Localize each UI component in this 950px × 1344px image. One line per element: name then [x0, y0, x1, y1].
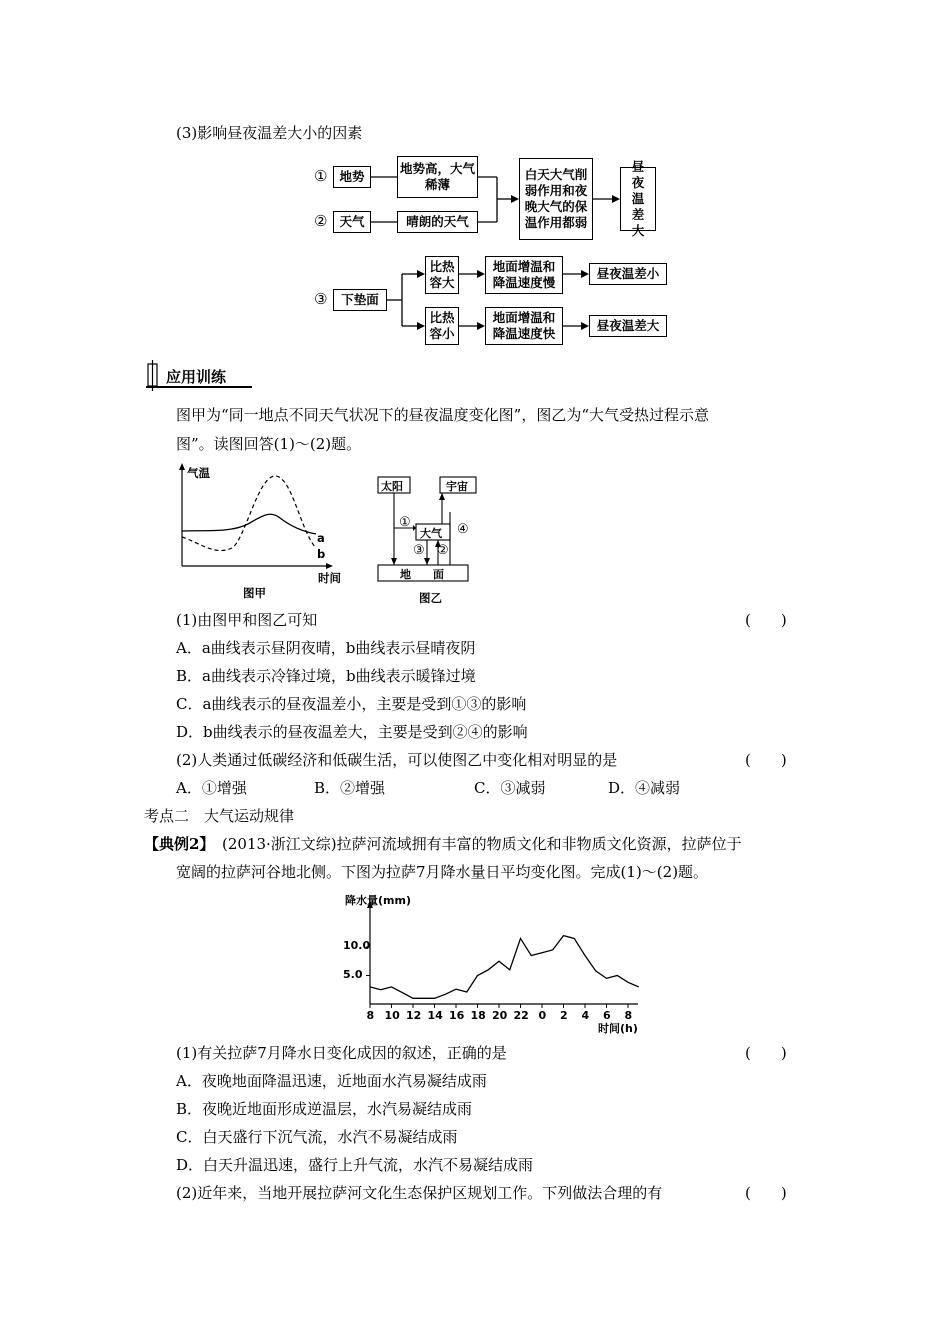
x-tick-label: 10	[384, 1009, 400, 1022]
x-tick-label: 0	[538, 1009, 547, 1022]
arrow-2-label: ②	[437, 543, 449, 558]
q1-option-b: B．a曲线表示冷锋过境，b曲线表示暖锋过境	[176, 667, 476, 685]
ex-q1-stem: (1)有关拉萨7月降水日变化成因的叙述，正确的是	[176, 1044, 507, 1062]
q1-option-d: D．b曲线表示的昼夜温差大，主要是受到②④的影响	[176, 723, 528, 741]
chart-ylabel: 降水量(mm)	[345, 894, 411, 907]
curve-a-label: a	[317, 531, 325, 545]
q1-answer-paren: ( )	[745, 611, 787, 629]
curve-b-label: b	[317, 547, 326, 561]
x-tick-label: 20	[492, 1009, 508, 1022]
q1-option-a: A．a曲线表示昼阴夜晴，b曲线表示昼晴夜阴	[176, 639, 476, 657]
x-tick-label: 22	[513, 1009, 529, 1022]
number-2: ②	[314, 212, 328, 230]
y-tick-label: 5.0	[343, 967, 363, 981]
underlying-surface-box: 下垫面	[333, 289, 387, 311]
atmosphere-label: 大气	[420, 527, 442, 540]
practice-title: 应用训练	[166, 368, 227, 386]
example-line-2: 宽阔的拉萨河谷地北侧。下图为拉萨7月降水量日平均变化图。完成(1)～(2)题。	[176, 863, 709, 881]
x-tick-label: 6	[603, 1009, 611, 1022]
q2-option-d: D．④减弱	[608, 779, 681, 797]
heat-capacity-large-box: 比热容大	[425, 256, 459, 294]
large-diff-box: 昼夜温差大	[620, 167, 656, 231]
x-tick-label: 14	[427, 1009, 443, 1022]
ex-q2-answer-paren: ( )	[745, 1184, 787, 1202]
x-tick-label: 4	[581, 1009, 590, 1022]
ex-q1-option-d: D．白天升温迅速，盛行上升气流，水汽不易凝结成雨	[176, 1156, 534, 1174]
terrain-desc-box: 地势高，大气稀薄	[397, 156, 478, 198]
ex-q1-option-a: A．夜晚地面降温迅速，近地面水汽易凝结成雨	[176, 1072, 487, 1090]
sun-label: 太阳	[381, 480, 403, 493]
q1-stem: (1)由图甲和图乙可知	[176, 611, 318, 629]
space-label: 宇宙	[446, 480, 468, 493]
q2-option-b: B．②增强	[314, 779, 386, 797]
fig-a-xlabel: 时间	[318, 571, 341, 585]
fig-a-ylabel: 气温	[187, 466, 210, 480]
x-tick-label: 18	[470, 1009, 486, 1022]
ex-q1-option-b: B．夜晚近地面形成逆温层，水汽易凝结成雨	[176, 1100, 473, 1118]
weather-desc-box: 晴朗的天气	[397, 211, 478, 233]
arrow-1-label: ①	[399, 515, 411, 530]
chart-xlabel: 时间(h)	[598, 1022, 638, 1035]
arrow-3-label: ③	[413, 543, 425, 558]
x-tick-label: 8	[624, 1009, 633, 1022]
example-line-1: (2013·浙江文综)拉萨河流域拥有丰富的物质文化和非物质文化资源，拉萨位于	[222, 835, 742, 853]
number-3: ③	[314, 290, 328, 308]
arrow-4-label: ④	[457, 522, 469, 537]
y-tick-label: 10.0	[343, 939, 371, 952]
fig-b-caption: 图乙	[419, 591, 442, 605]
x-tick-label: 12	[406, 1009, 422, 1022]
slow-change-box: 地面增温和降温速度慢	[485, 256, 563, 294]
series-line	[370, 936, 639, 999]
small-diff-box: 昼夜温差小	[589, 263, 667, 285]
number-1: ①	[314, 167, 328, 185]
x-tick-label: 8	[366, 1009, 375, 1022]
example-tag: 【典例2】	[144, 835, 215, 853]
intro-line-2: 图”。读图回答(1)～(2)题。	[176, 435, 362, 453]
heat-capacity-small-box: 比热容小	[425, 307, 459, 345]
x-tick-label: 2	[560, 1009, 568, 1022]
ex-q1-option-c: C．白天盛行下沉气流，水汽不易凝结成雨	[176, 1128, 458, 1146]
fast-change-box: 地面增温和降温速度快	[485, 307, 563, 345]
ex-q1-answer-paren: ( )	[745, 1044, 787, 1062]
q2-option-a: A．①增强	[176, 779, 247, 797]
ground-label: 地 面	[400, 568, 444, 581]
intro-line-1: 图甲为“同一地点不同天气状况下的昼夜温度变化图”，图乙为“大气受热过程示意	[176, 406, 710, 424]
kaodian-heading: 考点二 大气运动规律	[144, 807, 295, 825]
section-heading: (3)影响昼夜温差大小的因素	[176, 124, 363, 142]
q1-option-c: C．a曲线表示的昼夜温差小，主要是受到①③的影响	[176, 695, 527, 713]
terrain-box: 地势	[333, 166, 371, 188]
fig-a-caption: 图甲	[243, 586, 266, 600]
weather-box: 天气	[333, 211, 371, 233]
big-diff-box: 昼夜温差大	[589, 315, 667, 337]
q2-answer-paren: ( )	[745, 751, 787, 769]
ex-q2-stem: (2)近年来，当地开展拉萨河文化生态保护区规划工作。下列做法合理的有	[176, 1184, 663, 1202]
x-tick-label: 16	[449, 1009, 465, 1022]
atmosphere-effect-box: 白天大气削弱作用和夜晚大气的保温作用都弱	[519, 158, 593, 240]
q2-stem: (2)人类通过低碳经济和低碳生活，可以使图乙中变化相对明显的是	[176, 751, 618, 769]
q2-option-c: C．③减弱	[474, 779, 546, 797]
